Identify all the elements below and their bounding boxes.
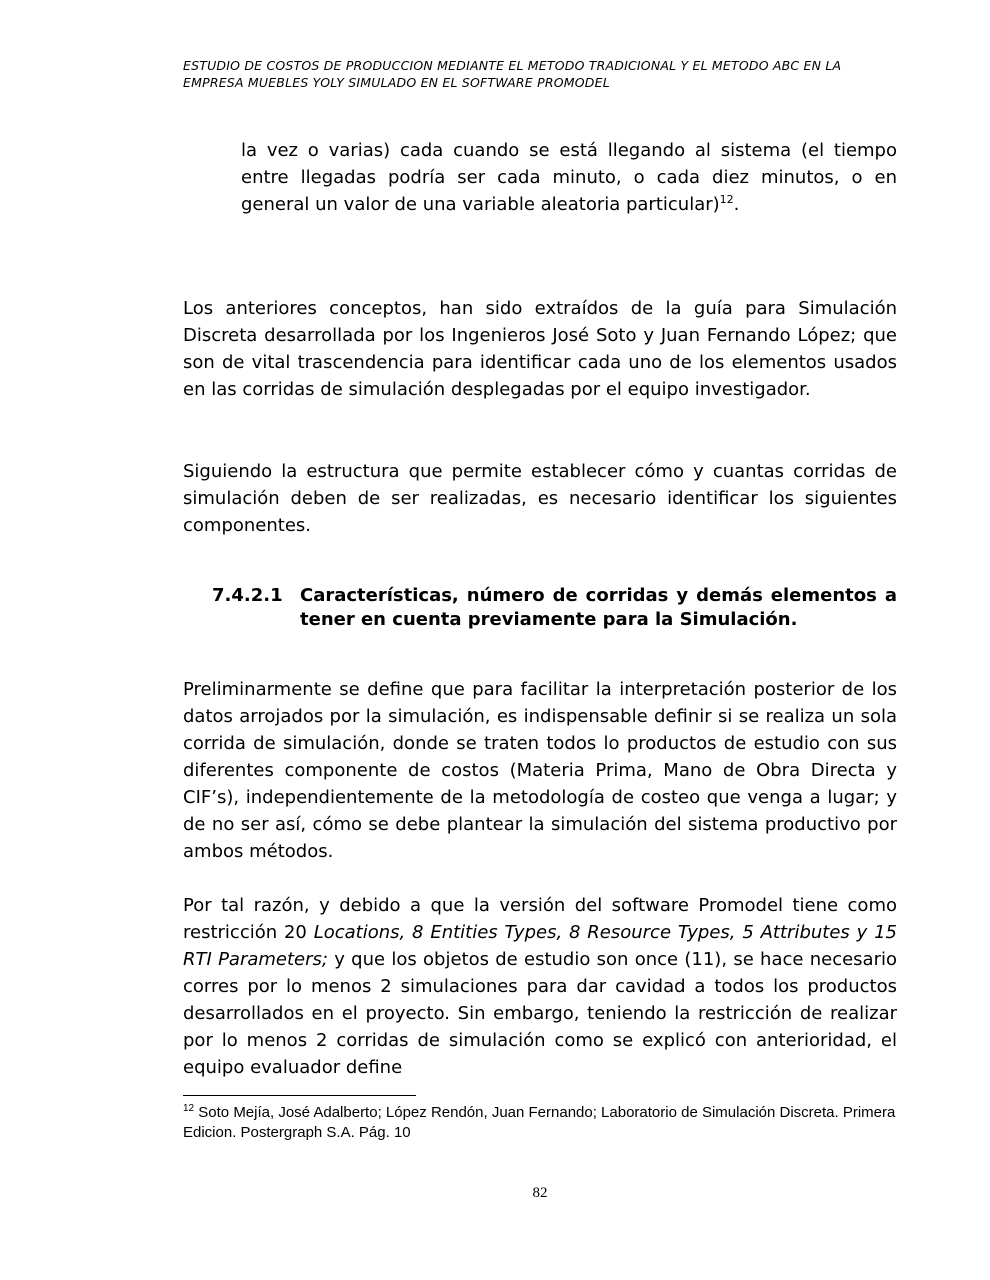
running-header	[183, 57, 903, 91]
continuation-paragraph	[241, 137, 897, 218]
continuation-text: la vez o varias) cada cuando se está llegando al sistema (el tiempo entre llegadas podría ser cada minuto, o cada diez minutos, o en general un valor de una variable aleatoria particular)	[241, 140, 897, 215]
page-number: 82	[532, 1185, 548, 1201]
restriction-text-1: Por tal razón, y debido a que la versión del software Promodel tiene como restricción 20	[183, 895, 897, 943]
section-title: Características, número de corridas y demás elementos a tener en cuenta previamente para la Simulación.	[300, 585, 897, 630]
paragraph-restriction	[183, 892, 897, 1081]
restriction-italic: Locations, 8 Entities Types, 8 Resource Types, 5 Attributes y 15 RTI Parameters;	[183, 922, 897, 970]
header-line-1: ESTUDIO DE COSTOS DE PRODUCCION MEDIANTE EL METODO TRADICIONAL Y EL METODO ABC EN LA	[183, 58, 842, 73]
section-number: 7.4.2.1	[212, 585, 283, 606]
section-heading	[212, 584, 897, 632]
footnote-reference[interactable]: 12	[719, 193, 734, 206]
footnote-number: 12	[183, 1103, 195, 1114]
paragraph-structure: Siguiendo la estructura que permite establecer cómo y cuantas corridas de simulación deben de ser realizadas, es necesario identificar los siguientes componentes.	[183, 461, 897, 536]
header-line-2: EMPRESA MUEBLES YOLY SIMULADO EN EL SOFTWARE PROMODEL	[183, 75, 610, 90]
restriction-text-2: y que los objetos de estudio son once (11), se hace necesario corres por lo menos 2 simulaciones para dar cavidad a todos los productos desarrollados en el proyecto. Sin embargo, teniendo la restricción de realizar por lo menos 2 corridas de simulación como se explicó con anterioridad, el equipo evaluador define	[183, 949, 897, 1078]
footnote	[183, 1103, 903, 1143]
continuation-tail: .	[733, 194, 740, 215]
footnote-separator	[183, 1095, 416, 1096]
footnote-text: Soto Mejía, José Adalberto; López Rendón, Juan Fernando; Laboratorio de Simulación Discreta. Primera Edicion. Postergraph S.A. Pág. 10	[183, 1104, 896, 1141]
paragraph-concepts: Los anteriores conceptos, han sido extraídos de la guía para Simulación Discreta desarrollada por los Ingenieros José Soto y Juan Fernando López; que son de vital trascendencia para identificar cada uno de los elementos usados en las corridas de simulación desplegadas por el equipo investigador.	[183, 298, 897, 400]
paragraph-preliminary: Preliminarmente se define que para facilitar la interpretación posterior de los datos arrojados por la simulación, es indispensable definir si se realiza un sola corrida de simulación, donde se traten todos lo productos de estudio con sus diferentes componente de costos (Materia Prima, Mano de Obra Directa y CIF’s), independientemente de la metodología de costeo que venga a lugar; y de no ser así, cómo se debe plantear la simulación del sistema productivo por ambos métodos.	[183, 679, 897, 862]
